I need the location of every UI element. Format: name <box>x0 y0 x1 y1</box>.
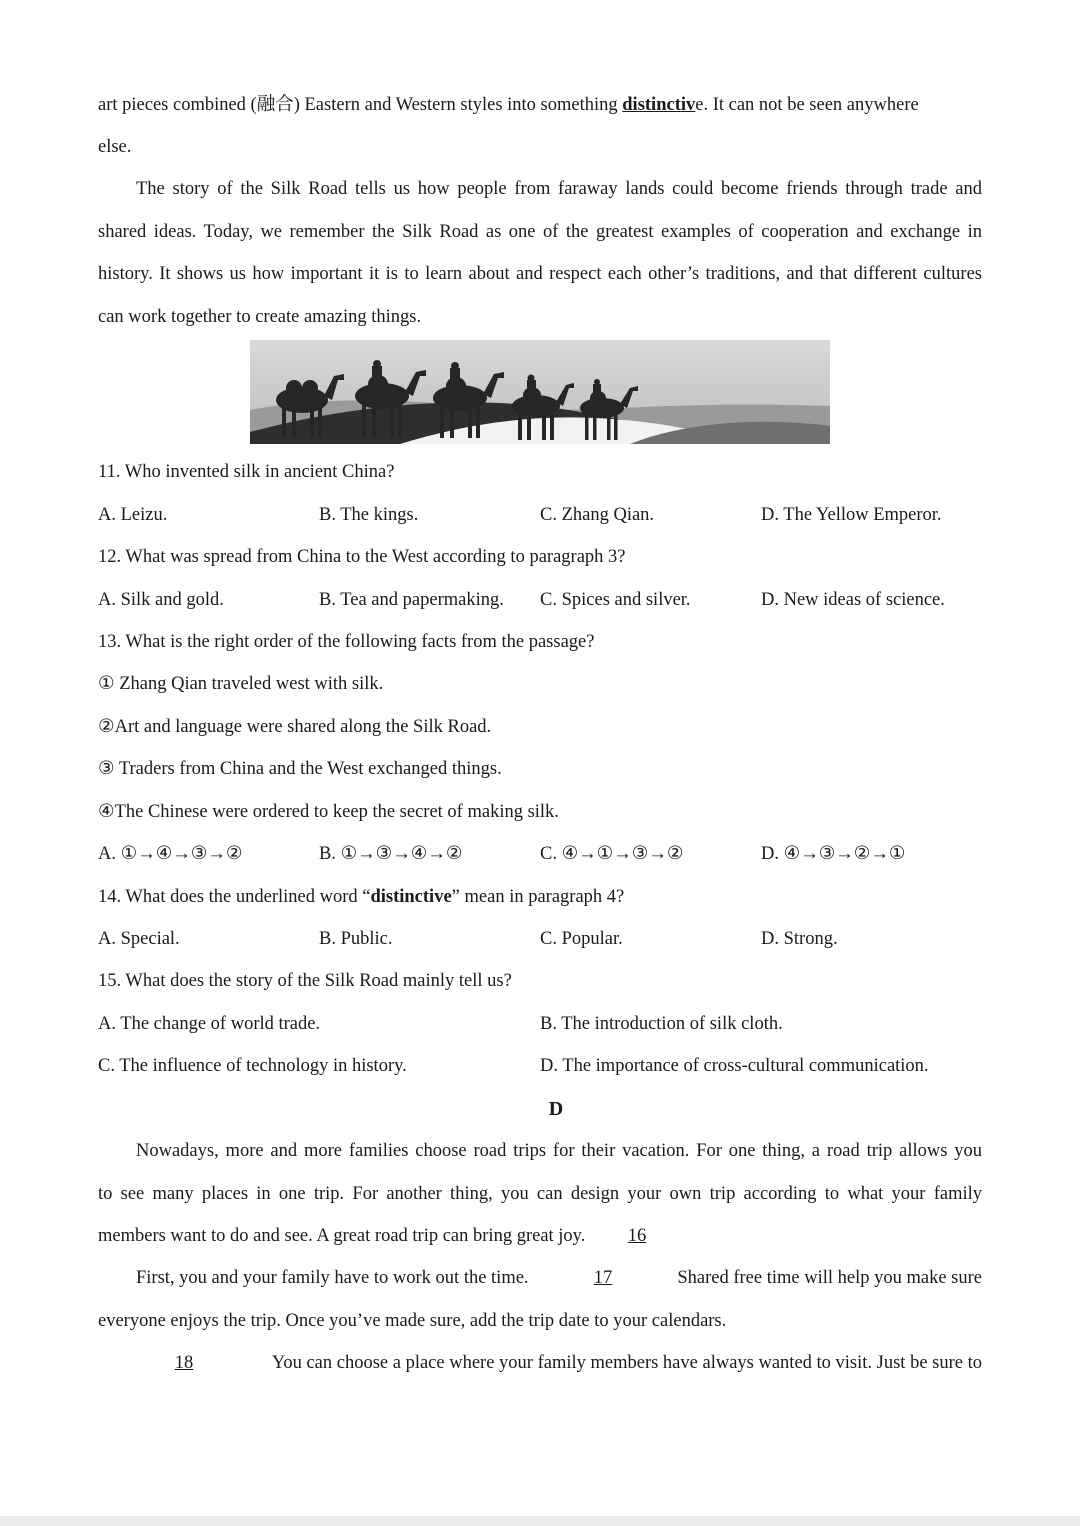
passage-d-line1: Nowadays, more and more families choose road trips for their vacation. For one thing, a road trip allows you <box>136 1141 982 1161</box>
page-bottom-edge <box>0 1516 1080 1526</box>
q15-option-c: C. The influence of technology in history. <box>98 1056 407 1076</box>
q13-fact-3: ③ Traders from China and the West exchanged things. <box>98 759 502 779</box>
para4-line1: art pieces combined (融合) Eastern and Western styles into something distinctive. It can not be seen anywhere <box>98 95 919 115</box>
q15-option-b: B. The introduction of silk cloth. <box>540 1014 783 1034</box>
question-14-stem: 14. What does the underlined word “distinctive” mean in paragraph 4? <box>98 887 625 907</box>
q15-option-d: D. The importance of cross-cultural communication. <box>540 1056 929 1076</box>
q14-option-b: B. Public. <box>319 929 393 949</box>
passage-d-line5: everyone enjoys the trip. Once you’ve made sure, add the trip date to your calendars. <box>98 1311 727 1331</box>
q12-option-d: D. New ideas of science. <box>761 590 945 610</box>
para4-line2: else. <box>98 137 132 157</box>
q13-option-c: C. ④→①→③→② <box>540 844 684 864</box>
q11-option-c: C. Zhang Qian. <box>540 505 655 525</box>
q14-option-d: D. Strong. <box>761 929 838 949</box>
q12-option-a: A. Silk and gold. <box>98 590 224 610</box>
q13-option-d: D. ④→③→②→① <box>761 844 906 864</box>
question-15-stem: 15. What does the story of the Silk Road mainly tell us? <box>98 971 512 991</box>
q14-option-a: A. Special. <box>98 929 180 949</box>
passage-d-line2: to see many places in one trip. For another thing, you can design your own trip according to what your family <box>98 1184 982 1204</box>
para5-line1: The story of the Silk Road tells us how people from faraway lands could become friends through trade and <box>136 179 982 199</box>
q14-keyword: distinctive <box>370 887 452 907</box>
q15-option-a: A. The change of world trade. <box>98 1014 321 1034</box>
q13-fact-1: ① Zhang Qian traveled west with silk. <box>98 674 384 694</box>
q12-option-b: B. Tea and papermaking. <box>319 590 504 610</box>
q13-option-a: A. ①→④→③→② <box>98 844 243 864</box>
para5-line4: can work together to create amazing things. <box>98 307 422 327</box>
blank-18[interactable]: 18 <box>174 1353 194 1373</box>
blank-17[interactable]: 17 <box>593 1268 613 1288</box>
q12-option-c: C. Spices and silver. <box>540 590 691 610</box>
underlined-word-distinctive: distinctiv <box>622 95 696 115</box>
q13-fact-2: ②Art and language were shared along the Silk Road. <box>98 717 492 737</box>
question-13-stem: 13. What is the right order of the following facts from the passage? <box>98 632 595 652</box>
passage-d-line4: First, you and your family have to work out the time. 17 Shared free time will help you make sure <box>136 1268 982 1288</box>
q13-fact-4: ④The Chinese were ordered to keep the secret of making silk. <box>98 802 559 822</box>
question-11-stem: 11. Who invented silk in ancient China? <box>98 462 395 482</box>
passage-d-line3: members want to do and see. A great road trip can bring great joy. 16 <box>98 1224 684 1248</box>
q14-option-c: C. Popular. <box>540 929 623 949</box>
para5-line3: history. It shows us how important it is to learn about and respect each other’s traditions, and that different cultures <box>98 264 982 284</box>
q11-option-d: D. The Yellow Emperor. <box>761 505 942 525</box>
q13-option-b: B. ①→③→④→② <box>319 844 463 864</box>
para5-line2: shared ideas. Today, we remember the Silk Road as one of the greatest examples of cooperation and exchange in <box>98 222 982 242</box>
q11-option-a: A. Leizu. <box>98 505 168 525</box>
section-heading-d: D <box>548 1098 564 1120</box>
camel-caravan-illustration <box>250 340 830 444</box>
blank-16[interactable]: 16 <box>627 1226 647 1246</box>
question-12-stem: 12. What was spread from China to the West according to paragraph 3? <box>98 547 626 567</box>
q11-option-b: B. The kings. <box>319 505 419 525</box>
passage-d-line6: 18 You can choose a place where your family members have always wanted to visit. Just be sure to <box>136 1351 982 1375</box>
